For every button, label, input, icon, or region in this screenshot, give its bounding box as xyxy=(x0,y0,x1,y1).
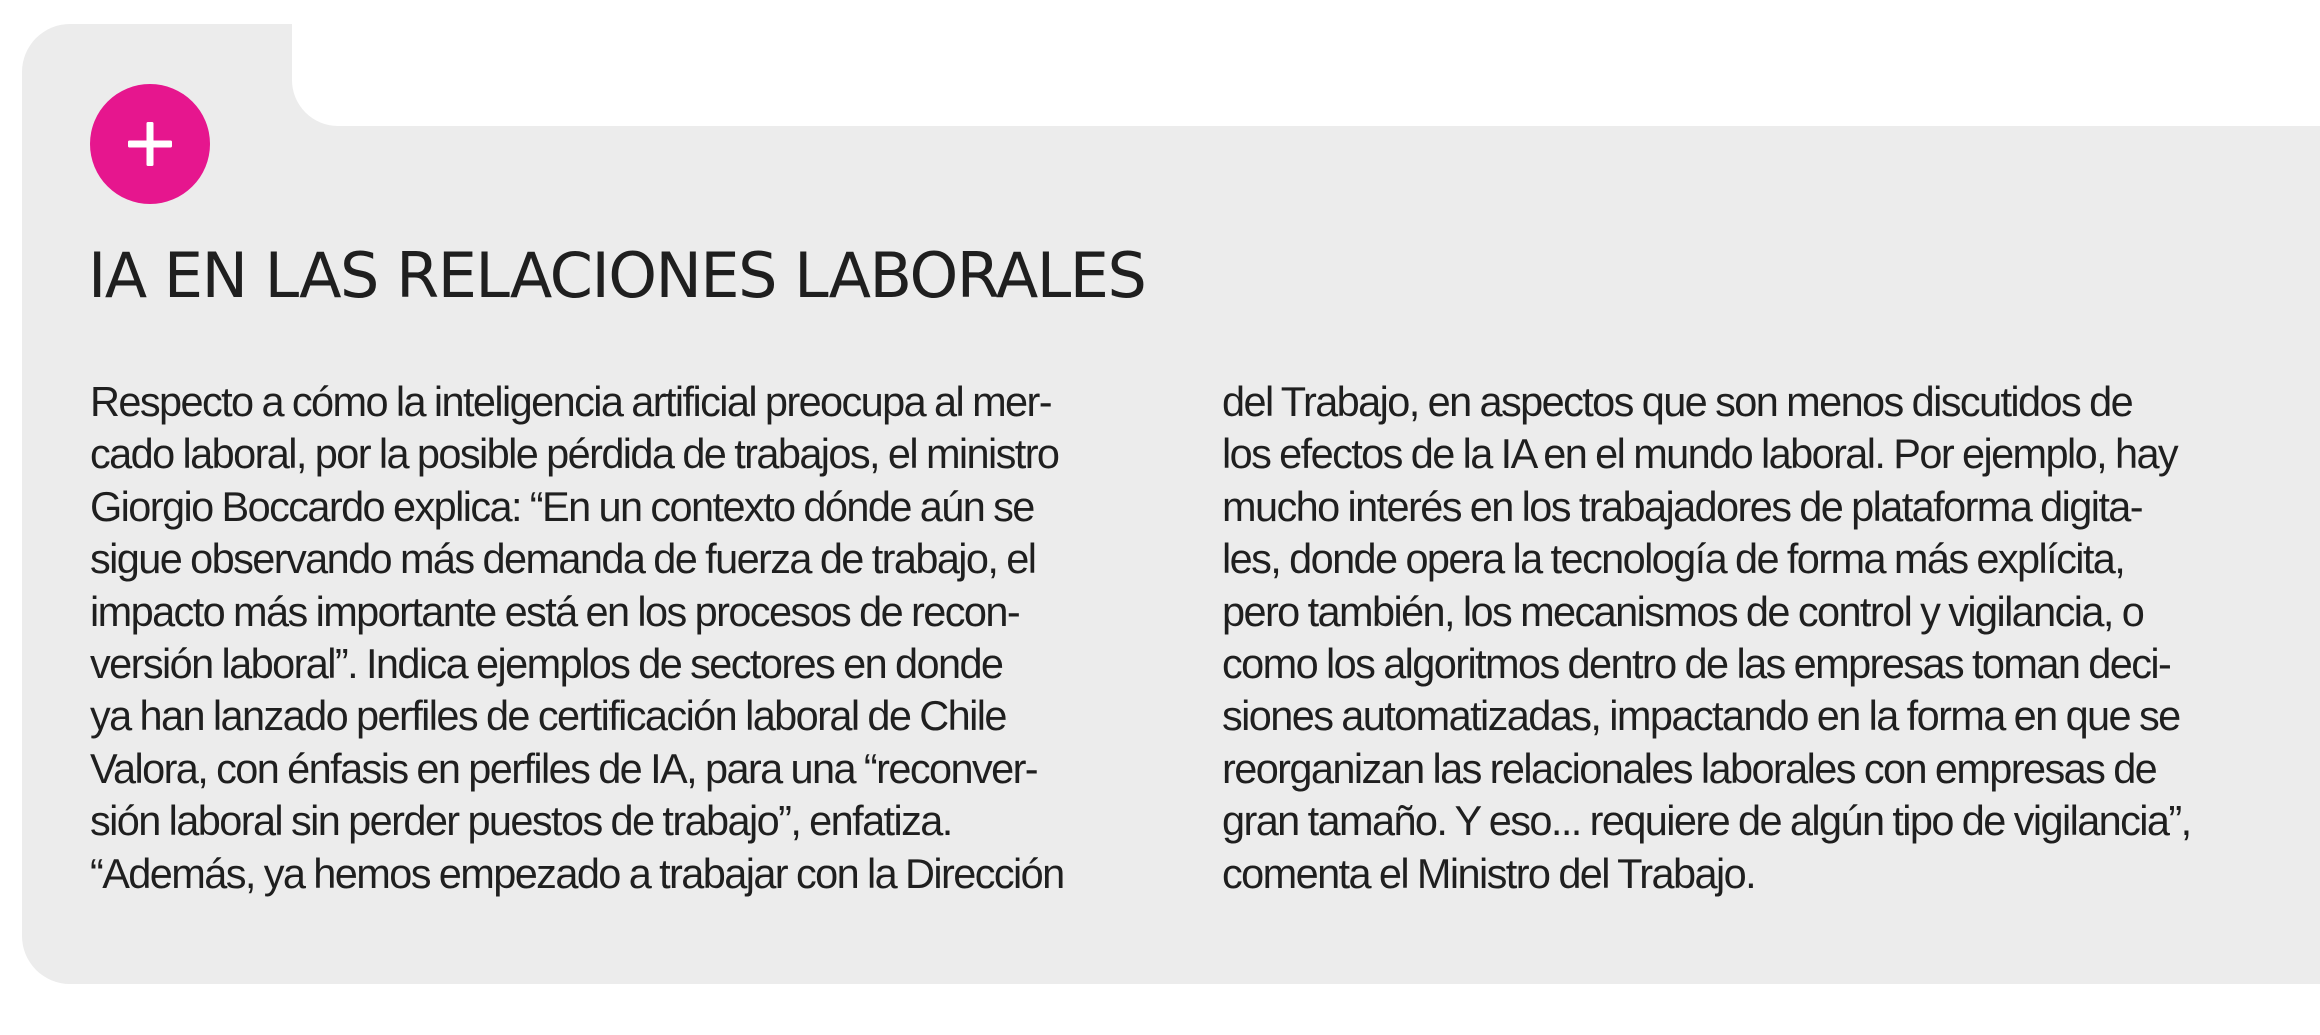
text-line: versión laboral”. Indica ejemplos de sectores en donde xyxy=(90,640,1003,688)
text-line: Respecto a cómo la inteligencia artificial preocupa al mer- xyxy=(90,378,1051,425)
text-line: impacto más importante está en los procesos de recon- xyxy=(90,587,1020,635)
text-line: “Además, ya hemos empezado a trabajar con la Dirección xyxy=(90,849,1064,897)
box-headline: IA EN LAS RELACIONES LABORALES xyxy=(88,239,1146,312)
text-line: reorganizan las relacionales laborales con empresas de xyxy=(1222,744,2157,792)
text-line: les, donde opera la tecnología de forma más explícita, xyxy=(1222,535,2125,583)
body-text xyxy=(90,376,2290,966)
text-line: pero también, los mecanismos de control y vigilancia, o xyxy=(1222,587,2144,635)
tab-notch xyxy=(292,24,2320,126)
text-line: cado laboral, por la posible pérdida de trabajos, el ministro xyxy=(90,430,1059,478)
plus-icon xyxy=(90,84,210,204)
text-line: comenta el Ministro del Trabajo. xyxy=(1222,849,1755,897)
info-box xyxy=(22,24,2320,984)
text-line: sión laboral sin perder puestos de trabajo”, enfatiza. xyxy=(90,797,952,845)
left-column xyxy=(90,376,1180,900)
text-line: los efectos de la IA en el mundo laboral. Por ejemplo, hay xyxy=(1222,430,2178,478)
text-line: gran tamaño. Y eso... requiere de algún tipo de vigilancia”, xyxy=(1222,797,2191,845)
plus-icon-glyph xyxy=(128,122,172,166)
text-line: Giorgio Boccardo explica: “En un contexto dónde aún se xyxy=(90,482,1034,530)
text-line: siones automatizadas, impactando en la forma en que se xyxy=(1222,692,2180,740)
text-line: sigue observando más demanda de fuerza de trabajo, el xyxy=(90,535,1036,583)
text-line: como los algoritmos dentro de las empresas toman deci- xyxy=(1222,640,2171,688)
text-line: ya han lanzado perfiles de certificación laboral de Chile xyxy=(90,692,1006,740)
right-column xyxy=(1222,376,2312,900)
text-line: Valora, con énfasis en perfiles de IA, para una “reconver- xyxy=(90,744,1038,792)
text-line: mucho interés en los trabajadores de plataforma digita- xyxy=(1222,482,2143,530)
text-line: del Trabajo, en aspectos que son menos discutidos de xyxy=(1222,378,2133,425)
